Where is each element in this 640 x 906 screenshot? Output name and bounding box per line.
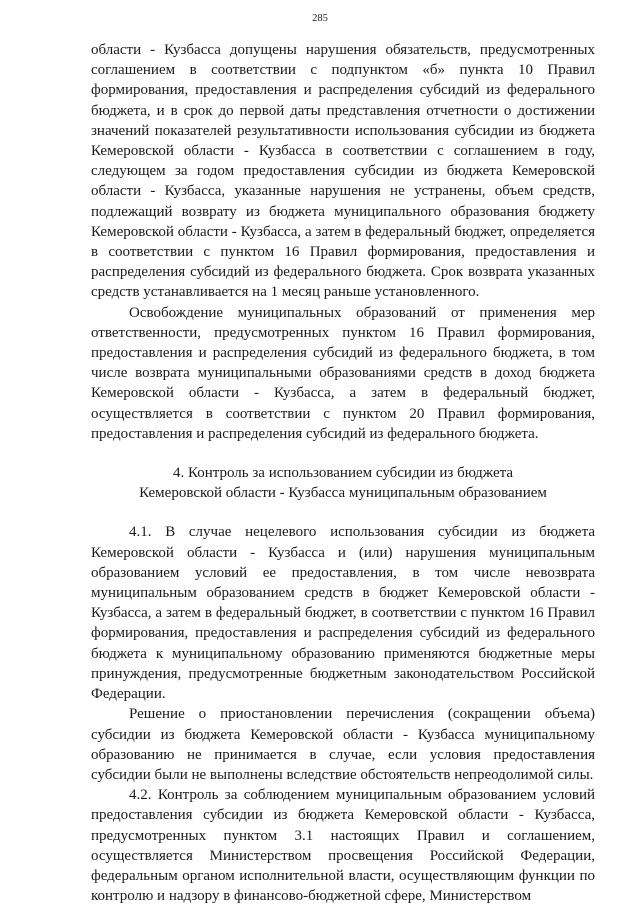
section-heading-line1: 4. Контроль за использованием субсидии из бюджета bbox=[172, 465, 514, 482]
paragraph-exemption: Освобождение муниципальных образований от применения мер ответственности, предусмотренных пунктом 16 Правил формирования, предоставления и распределения субсидий из федерального бюджета, в том числе возврата муниципальными образованиями средств в доход бюджета Кемеровской области - Кузбасса, а затем в федеральный бюджет, осуществляется в соответствии с пунктом 20 Правил формирования, предоставления и распределения субсидий из федерального бюджета. bbox=[91, 304, 595, 442]
section-heading-line2: Кемеровской области - Кузбасса муниципальным образованием bbox=[139, 485, 547, 502]
paragraph-4-1: 4.1. В случае нецелевого использования субсидии из бюджета Кемеровской области - Кузбасса и (или) нарушения муниципальным образованием условий ее предоставления, в том числе невозврата муниципальным образованием средств в бюджет Кемеровской области - Кузбасса, а затем в федеральный бюджет, в соответствии с пунктом 16 Правил формирования, предоставления и распределения субсидий из федерального бюджета к муниципальному образованию применяются бюджетные меры принуждения, предусмотренные бюджетным законодательством Российской Федерации. bbox=[91, 524, 595, 703]
document-body bbox=[91, 40, 595, 906]
paragraph-suspension-decision: Решение о приостановлении перечисления (сокращении объема) субсидии из бюджета Кемеровской области - Кузбасса муниципальному образованию не принимается в случае, если условия предоставления субсидии были не выполнены вследствие обстоятельств непреодолимой силы. bbox=[91, 706, 595, 783]
paragraph-4-2: 4.2. Контроль за соблюдением муниципальным образованием условий предоставления субсидии из бюджета Кемеровской области - Кузбасса, предусмотренных пунктом 3.1 настоящих Правил и соглашением, осуществляется Министерством просвещения Российской Федерации, федеральным органом исполнительной власти, осуществляющим функции по контролю и надзору в финансово-бюджетной сфере, Министерством bbox=[91, 787, 595, 905]
section-heading bbox=[91, 463, 595, 503]
page-number: 285 bbox=[312, 13, 328, 24]
paragraph-continuation: области - Кузбасса допущены нарушения обязательств, предусмотренных соглашением в соответствии с подпунктом «б» пункта 10 Правил формирования, предоставления и распределения субсидий из федерального бюджета, и в срок до первой даты представления отчетности о достижении значений показателей результативности использования субсидии из бюджета Кемеровской области - Кузбасса в соответствии с соглашением в году, следующем за годом предоставления субсидии из бюджета Кемеровской области - Кузбасса, указанные нарушения не устранены, объем средств, подлежащий возврату из бюджета муниципального образования бюджету Кемеровской области - Кузбасса, а затем в федеральный бюджет, определяется в соответствии с пунктом 16 Правил формирования, предоставления и распределения субсидий из федерального бюджета. Срок возврата указанных средств устанавливается на 1 месяц раньше установленного. bbox=[91, 42, 595, 301]
